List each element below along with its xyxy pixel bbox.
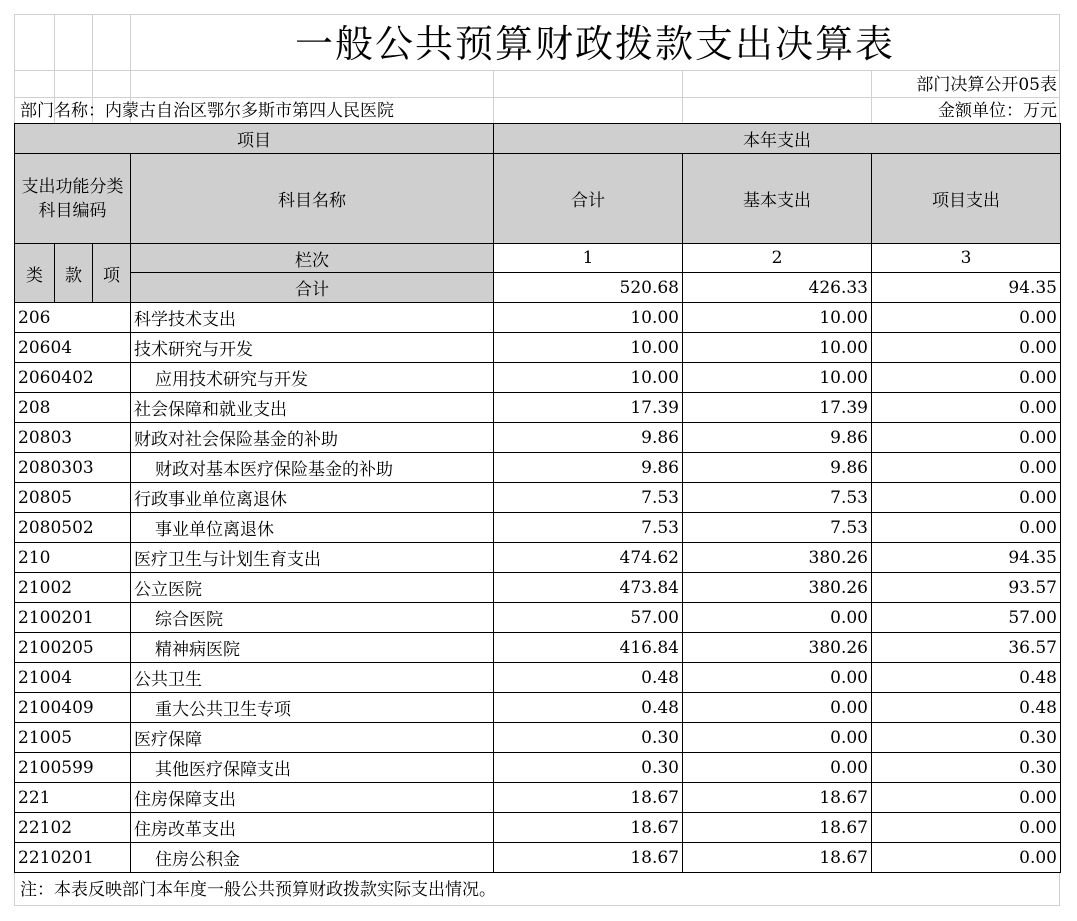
row-basic: 0.00 — [683, 603, 872, 633]
row-basic: 7.53 — [683, 483, 872, 513]
header-lei: 类 — [15, 244, 55, 303]
row-subject-name: 综合医院 — [131, 603, 494, 633]
row-subject-name: 财政对基本医疗保险基金的补助 — [131, 453, 494, 483]
row-code: 2080502 — [15, 513, 131, 543]
row-project: 93.57 — [872, 573, 1061, 603]
row-code: 22102 — [15, 813, 131, 843]
table-note: 注：本表反映部门本年度一般公共预算财政拨款实际支出情况。 — [20, 880, 496, 900]
table-row — [15, 363, 1061, 393]
row-subject-name: 重大公共卫生专项 — [131, 693, 494, 723]
row-basic: 10.00 — [683, 363, 872, 393]
total-basic: 426.33 — [683, 273, 872, 303]
header-kuan: 款 — [55, 244, 93, 303]
header-project-exp: 项目支出 — [872, 154, 1061, 244]
row-subject-name: 住房改革支出 — [131, 813, 494, 843]
row-subject-name: 住房公积金 — [131, 843, 494, 873]
row-subject-name: 公共卫生 — [131, 663, 494, 693]
row-project: 0.30 — [872, 723, 1061, 753]
row-code: 2060402 — [15, 363, 131, 393]
department-name: 部门名称：内蒙古自治区鄂尔多斯市第四人民医院 — [20, 101, 394, 121]
gridline — [14, 14, 1060, 15]
row-total: 9.86 — [494, 423, 683, 453]
row-code: 2100205 — [15, 633, 131, 663]
row-basic: 10.00 — [683, 303, 872, 333]
table-row — [15, 513, 1061, 543]
row-project: 0.00 — [872, 303, 1061, 333]
total-amount: 520.68 — [494, 273, 683, 303]
row-project: 0.00 — [872, 513, 1061, 543]
table-row — [15, 333, 1061, 363]
row-basic: 0.00 — [683, 693, 872, 723]
table-row — [15, 693, 1061, 723]
row-code: 21005 — [15, 723, 131, 753]
table-row — [15, 483, 1061, 513]
row-code: 206 — [15, 303, 131, 333]
column-number-3: 3 — [872, 244, 1061, 273]
row-basic: 18.67 — [683, 843, 872, 873]
row-code: 210 — [15, 543, 131, 573]
header-func-code: 支出功能分类科目编码 — [15, 154, 131, 244]
table-row — [15, 423, 1061, 453]
header-row-3 — [15, 244, 1061, 273]
row-project: 0.00 — [872, 333, 1061, 363]
row-code: 20604 — [15, 333, 131, 363]
row-total: 473.84 — [494, 573, 683, 603]
row-total: 18.67 — [494, 843, 683, 873]
row-subject-name: 其他医疗保障支出 — [131, 753, 494, 783]
page-title: 一般公共预算财政拨款支出决算表 — [294, 22, 895, 66]
table-row — [15, 723, 1061, 753]
row-total: 57.00 — [494, 603, 683, 633]
table-row — [15, 783, 1061, 813]
row-project: 0.00 — [872, 453, 1061, 483]
row-basic: 0.00 — [683, 723, 872, 753]
row-total: 10.00 — [494, 333, 683, 363]
row-total: 18.67 — [494, 813, 683, 843]
header-row-1 — [15, 124, 1061, 154]
row-subject-name: 财政对社会保险基金的补助 — [131, 423, 494, 453]
total-project: 94.35 — [872, 273, 1061, 303]
header-basic: 基本支出 — [683, 154, 872, 244]
row-basic: 17.39 — [683, 393, 872, 423]
row-total: 17.39 — [494, 393, 683, 423]
table-row — [15, 393, 1061, 423]
header-total: 合计 — [494, 154, 683, 244]
row-basic: 9.86 — [683, 423, 872, 453]
row-project: 94.35 — [872, 543, 1061, 573]
row-basic: 7.53 — [683, 513, 872, 543]
row-code: 221 — [15, 783, 131, 813]
row-code: 2100409 — [15, 693, 131, 723]
row-total: 7.53 — [494, 483, 683, 513]
row-subject-name: 事业单位离退休 — [131, 513, 494, 543]
row-total: 10.00 — [494, 363, 683, 393]
row-code: 2210201 — [15, 843, 131, 873]
gridline — [14, 70, 1060, 71]
row-total: 18.67 — [494, 783, 683, 813]
header-project: 项目 — [15, 124, 494, 154]
header-subject-name: 科目名称 — [131, 154, 494, 244]
row-project: 0.00 — [872, 483, 1061, 513]
row-basic: 0.00 — [683, 663, 872, 693]
table-row — [15, 813, 1061, 843]
header-xiang: 项 — [93, 244, 131, 303]
row-total: 0.48 — [494, 663, 683, 693]
row-project: 0.00 — [872, 423, 1061, 453]
table-row — [15, 543, 1061, 573]
row-code: 20803 — [15, 423, 131, 453]
row-code: 21004 — [15, 663, 131, 693]
row-basic: 380.26 — [683, 543, 872, 573]
table-row — [15, 633, 1061, 663]
row-project: 0.48 — [872, 663, 1061, 693]
row-basic: 9.86 — [683, 453, 872, 483]
row-project: 36.57 — [872, 633, 1061, 663]
row-code: 2100599 — [15, 753, 131, 783]
row-basic: 18.67 — [683, 813, 872, 843]
table-row — [15, 603, 1061, 633]
row-subject-name: 应用技术研究与开发 — [131, 363, 494, 393]
row-code: 20805 — [15, 483, 131, 513]
form-number: 部门决算公开05表 — [916, 75, 1057, 95]
row-subject-name: 医疗保障 — [131, 723, 494, 753]
row-basic: 380.26 — [683, 573, 872, 603]
column-number-2: 2 — [683, 244, 872, 273]
row-project: 0.00 — [872, 393, 1061, 423]
row-total: 0.30 — [494, 753, 683, 783]
row-total: 0.30 — [494, 723, 683, 753]
table-row — [15, 663, 1061, 693]
row-total: 7.53 — [494, 513, 683, 543]
gridline — [14, 97, 1060, 98]
row-project: 0.30 — [872, 753, 1061, 783]
row-project: 0.00 — [872, 813, 1061, 843]
row-project: 0.00 — [872, 363, 1061, 393]
row-subject-name: 精神病医院 — [131, 633, 494, 663]
row-code: 208 — [15, 393, 131, 423]
row-total: 9.86 — [494, 453, 683, 483]
row-total: 10.00 — [494, 303, 683, 333]
row-project: 57.00 — [872, 603, 1061, 633]
column-number-1: 1 — [494, 244, 683, 273]
row-subject-name: 科学技术支出 — [131, 303, 494, 333]
expenditure-table — [14, 123, 1061, 873]
header-current-year: 本年支出 — [494, 124, 1061, 154]
total-row-label: 合计 — [131, 273, 494, 303]
header-column-no: 栏次 — [131, 244, 494, 273]
row-total: 474.62 — [494, 543, 683, 573]
row-project: 0.48 — [872, 693, 1061, 723]
row-subject-name: 公立医院 — [131, 573, 494, 603]
row-subject-name: 社会保障和就业支出 — [131, 393, 494, 423]
row-code: 2080303 — [15, 453, 131, 483]
table-row — [15, 453, 1061, 483]
row-total: 0.48 — [494, 693, 683, 723]
table-row — [15, 843, 1061, 873]
row-subject-name: 医疗卫生与计划生育支出 — [131, 543, 494, 573]
total-row — [15, 273, 1061, 303]
row-subject-name: 住房保障支出 — [131, 783, 494, 813]
row-subject-name: 行政事业单位离退休 — [131, 483, 494, 513]
row-basic: 10.00 — [683, 333, 872, 363]
row-code: 21002 — [15, 573, 131, 603]
row-basic: 380.26 — [683, 633, 872, 663]
row-total: 416.84 — [494, 633, 683, 663]
amount-unit: 金额单位：万元 — [938, 101, 1057, 121]
row-basic: 0.00 — [683, 753, 872, 783]
row-project: 0.00 — [872, 843, 1061, 873]
table-row — [15, 303, 1061, 333]
row-basic: 18.67 — [683, 783, 872, 813]
gridline — [14, 14, 15, 124]
row-project: 0.00 — [872, 783, 1061, 813]
table-row — [15, 573, 1061, 603]
header-row-2 — [15, 154, 1061, 244]
table-row — [15, 753, 1061, 783]
row-code: 2100201 — [15, 603, 131, 633]
row-subject-name: 技术研究与开发 — [131, 333, 494, 363]
